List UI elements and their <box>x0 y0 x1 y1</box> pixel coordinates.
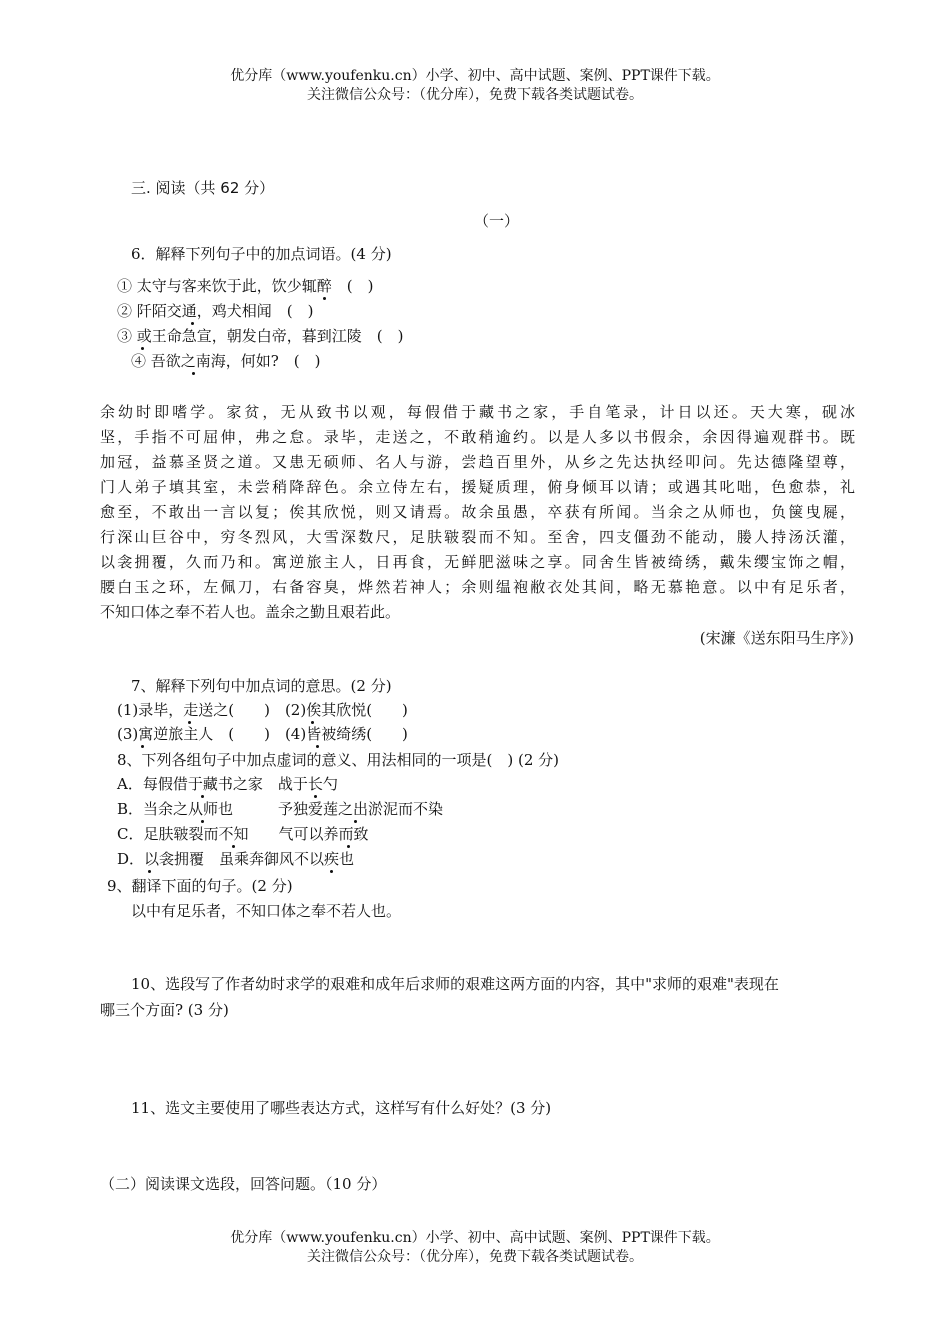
emphasis-dot <box>192 372 195 375</box>
emphasis-dot <box>311 721 314 724</box>
passage-line: 不知口体之奉不若人也。盖余之勤且艰若此。 <box>100 603 401 621</box>
section-title: 三. 阅读（共 62 分） <box>131 179 275 197</box>
q7-line-1: (1)录毕，走送之( ) (2)俟其欣悦( ) <box>117 701 408 719</box>
header-line-2: 关注微信公众号：（优分库），免费下载各类试题试卷。 <box>307 87 643 103</box>
passage-line: 坚，手指不可屈伸，弗之怠。录毕，走送之，不敢稍逾约。以是人多以书假余，余因得遍观群书。既 <box>100 428 855 446</box>
header-line-1: 优分库（www.youfenku.cn）小学、初中、高中试题、案例、PPT课件下载。 <box>230 68 720 84</box>
q7-prompt: 7、解释下列句中加点词的意思。(2 分) <box>131 677 392 695</box>
emphasis-dot <box>232 845 235 848</box>
q6-item-2: ② 阡陌交通，鸡犬相闻 ( ) <box>117 302 314 320</box>
q8-prompt: 8、下列各组句子中加点虚词的意义、用法相同的一项是( ) (2 分) <box>117 751 560 769</box>
emphasis-dot <box>330 870 333 873</box>
emphasis-dot <box>148 870 151 873</box>
emphasis-dot <box>323 297 326 300</box>
q7-line-2: (3)寓逆旅主人 ( ) (4)皆被绮绣( ) <box>117 725 408 743</box>
q9-sentence: 以中有足乐者，不知口体之奉不若人也。 <box>131 902 402 920</box>
emphasis-dot <box>314 795 317 798</box>
passage-source: (宋濂《送东阳马生序》) <box>699 629 854 647</box>
part-two-prompt: （二）阅读课文选段，回答问题。（10 分） <box>100 1175 387 1193</box>
q8-option-c: C．足肤皲裂而不知 气可以养而致 <box>117 825 369 843</box>
q6-prompt: 6．解释下列句子中的加点词语。(4 分) <box>131 245 392 263</box>
passage <box>100 400 855 625</box>
q8-option-d: D．以衾拥覆 虽乘奔御风不以疾也 <box>117 850 355 868</box>
emphasis-dot <box>141 347 144 350</box>
q9-prompt: 9、翻译下面的句子。(2 分) <box>107 877 293 895</box>
footer-line-1: 优分库（www.youfenku.cn）小学、初中、高中试题、案例、PPT课件下载。 <box>230 1230 720 1246</box>
footer-line-2: 关注微信公众号：（优分库），免费下载各类试题试卷。 <box>307 1249 643 1265</box>
q6-item-1: ① 太守与客来饮于此，饮少辄醉 ( ) <box>117 277 374 295</box>
passage-line: 加冠，益慕圣贤之道。又患无硕师、名人与游，尝趋百里外，从乡之先达执经叩问。先达德隆望尊， <box>100 453 855 471</box>
q10-line-1: 10、选段写了作者幼时求学的艰难和成年后求师的艰难这两方面的内容，其中"求师的艰难"表现在 <box>131 975 779 993</box>
emphasis-dot <box>141 745 144 748</box>
q8-option-a: A．每假借于藏书之家 战于长勺 <box>117 775 338 793</box>
passage-line: 愈至，不敢出一言以复；俟其欣悦，则又请焉。故余虽愚，卒获有所闻。当余之从师也，负箧曳屣， <box>100 503 855 521</box>
emphasis-dot <box>201 820 204 823</box>
q6-item-3: ③ 或王命急宣，朝发白帝，暮到江陵 ( ) <box>117 327 404 345</box>
passage-line: 余幼时即嗜学。家贫，无从致书以观，每假借于藏书之家，手自笔录，计日以还。天大寒，砚冰 <box>100 403 855 421</box>
emphasis-dot <box>316 745 319 748</box>
emphasis-dot <box>191 322 194 325</box>
q8-option-b: B．当余之从师也 予独爱莲之出淤泥而不染 <box>117 800 444 818</box>
passage-line: 腰白玉之环，左佩刀，右备容臭，烨然若神人；余则缊袍敝衣处其间，略无慕艳意。以中有足乐者， <box>100 578 855 596</box>
emphasis-dot <box>188 721 191 724</box>
emphasis-dot <box>347 845 350 848</box>
passage-line: 以衾拥覆，久而乃和。寓逆旅主人，日再食，无鲜肥滋味之享。同舍生皆被绮绣，戴朱缨宝饰之帽， <box>100 553 855 571</box>
emphasis-dot <box>354 820 357 823</box>
part-one-label: （一） <box>474 212 520 230</box>
passage-line: 行深山巨谷中，穷冬烈风，大雪深数尺，足肤皲裂而不知。至舍，四支僵劲不能动，媵人持汤沃灌， <box>100 528 855 546</box>
q6-item-4: ④ 吾欲之南海，何如? ( ) <box>131 352 321 370</box>
q10-line-2: 哪三个方面? (3 分) <box>100 1001 229 1019</box>
passage-line: 门人弟子填其室，未尝稍降辞色。余立侍左右，援疑质理，俯身倾耳以请；或遇其叱咄，色愈恭，礼 <box>100 478 855 496</box>
emphasis-dot <box>201 795 204 798</box>
q11-prompt: 11、选文主要使用了哪些表达方式，这样写有什么好处？(3 分) <box>131 1099 552 1117</box>
